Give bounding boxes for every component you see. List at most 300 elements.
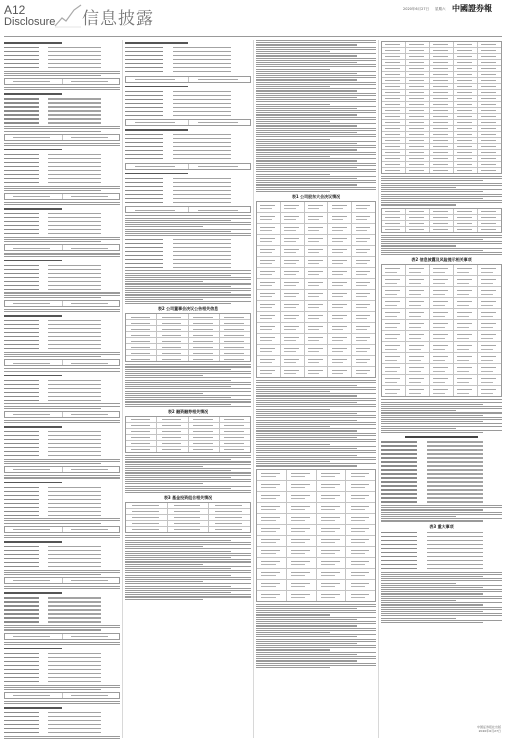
data-table — [381, 208, 502, 233]
table-cell — [157, 441, 188, 446]
table-cell — [454, 287, 478, 297]
text-line — [125, 290, 251, 291]
column-divider — [378, 40, 379, 738]
text-line — [256, 450, 376, 451]
field-label — [125, 267, 163, 268]
text-line — [256, 628, 376, 629]
text-line — [125, 555, 251, 556]
section-heading — [125, 129, 188, 131]
text-line — [4, 204, 120, 205]
page-number: A12 — [4, 3, 26, 17]
text-line — [256, 112, 376, 113]
text-line — [381, 421, 483, 422]
table-cell — [430, 309, 454, 319]
text-line — [256, 654, 357, 655]
text-line — [256, 389, 376, 390]
field-value — [427, 544, 483, 545]
field-value — [48, 562, 101, 563]
table-cell — [157, 350, 188, 355]
field-value — [48, 605, 101, 606]
field-value — [48, 59, 101, 60]
text-line — [125, 464, 251, 465]
table-row — [382, 298, 501, 309]
field-label — [4, 732, 39, 733]
table-cell — [328, 323, 352, 333]
field-value — [48, 621, 101, 622]
field-value — [48, 233, 101, 234]
table-cell — [63, 412, 120, 417]
text-line — [256, 619, 357, 620]
text-line — [256, 617, 376, 618]
text-line — [4, 126, 120, 127]
table-cell — [317, 525, 347, 535]
field-value — [173, 154, 231, 155]
table-cell — [454, 48, 478, 53]
table-cell — [406, 108, 430, 113]
text-line — [125, 406, 251, 407]
text-line — [4, 237, 120, 238]
field-label — [4, 724, 39, 725]
table-cell — [305, 224, 329, 234]
field-value — [173, 91, 231, 92]
text-line — [256, 437, 357, 438]
table-cell — [406, 120, 430, 125]
table-cell — [346, 481, 375, 491]
text-line — [4, 131, 101, 132]
field-label — [4, 435, 39, 436]
field-label — [125, 182, 163, 183]
table-cell — [287, 580, 317, 590]
text-line — [381, 417, 502, 418]
table-cell — [478, 221, 501, 226]
table-cell — [382, 144, 406, 149]
table-cell — [209, 515, 250, 520]
field-label — [4, 102, 39, 103]
table-row — [257, 367, 375, 377]
field-value — [48, 217, 101, 218]
text-line — [4, 701, 120, 702]
text-line — [256, 66, 376, 67]
table-cell — [168, 503, 210, 508]
field-label — [4, 320, 39, 321]
table-cell — [454, 126, 478, 131]
text-line — [256, 119, 376, 120]
field-value — [173, 158, 231, 159]
table-cell — [454, 298, 478, 308]
field-value — [48, 47, 101, 48]
text-line — [256, 136, 376, 137]
table-cell — [406, 54, 430, 59]
text-line — [125, 303, 231, 304]
section-heading — [125, 86, 188, 88]
table-cell — [406, 78, 430, 83]
table-cell — [406, 60, 430, 65]
text-line — [4, 73, 120, 74]
table-cell — [287, 547, 317, 557]
table-row — [257, 224, 375, 235]
text-line — [256, 400, 376, 401]
text-line — [256, 125, 357, 126]
field-value — [173, 67, 231, 68]
text-line — [256, 459, 376, 460]
table-cell — [406, 162, 430, 167]
text-line — [256, 93, 376, 94]
text-line — [256, 108, 357, 109]
field-label — [381, 536, 417, 537]
text-line — [256, 42, 376, 43]
field-row — [125, 157, 251, 161]
text-line — [125, 297, 251, 298]
text-line — [256, 387, 376, 388]
text-line — [4, 295, 120, 296]
text-line — [125, 279, 251, 280]
table-cell — [189, 344, 220, 349]
data-table — [125, 76, 251, 83]
text-line — [256, 667, 330, 668]
table-cell — [328, 301, 352, 311]
text-line — [256, 64, 376, 65]
text-line — [125, 472, 251, 473]
table-cell — [406, 298, 430, 308]
field-value — [48, 166, 101, 167]
text-line — [256, 647, 376, 648]
data-table — [125, 119, 251, 126]
field-value — [48, 221, 101, 222]
table-cell — [406, 221, 430, 226]
table-cell — [406, 209, 430, 214]
field-value — [48, 344, 101, 345]
table-cell — [220, 344, 250, 349]
field-label — [4, 158, 39, 159]
table-cell — [189, 338, 220, 343]
field-value — [48, 229, 101, 230]
text-line — [381, 507, 502, 508]
table-cell — [305, 279, 329, 289]
text-line — [125, 596, 251, 597]
text-line — [125, 588, 251, 589]
field-value — [173, 259, 231, 260]
text-line — [125, 546, 203, 547]
text-line — [125, 590, 251, 591]
text-line — [125, 540, 231, 541]
table-cell — [328, 213, 352, 223]
table-row — [126, 164, 250, 169]
field-value — [427, 481, 483, 482]
text-line — [125, 224, 251, 225]
field-label — [381, 493, 417, 494]
table-cell — [168, 527, 210, 532]
text-line — [125, 277, 251, 278]
field-value — [427, 532, 483, 533]
field-label — [381, 564, 417, 565]
text-line — [381, 583, 456, 584]
field-value — [48, 515, 101, 516]
text-line — [381, 399, 502, 400]
text-line — [125, 459, 231, 460]
text-line — [256, 132, 357, 133]
field-value — [48, 51, 101, 52]
text-line — [125, 292, 231, 293]
field-label — [4, 657, 39, 658]
field-value — [427, 441, 483, 442]
table-cell — [478, 42, 501, 47]
field-row — [4, 287, 120, 291]
table-cell — [220, 435, 250, 440]
table-cell — [352, 290, 375, 300]
table-cell — [430, 54, 454, 59]
table-cell — [220, 314, 250, 319]
column-1 — [4, 39, 120, 739]
table-cell — [430, 132, 454, 137]
table-cell — [406, 168, 430, 173]
text-line — [256, 189, 376, 190]
table-cell — [454, 209, 478, 214]
table-cell — [189, 417, 220, 422]
table-cell — [257, 312, 281, 322]
field-label — [381, 501, 417, 502]
field-value — [48, 677, 101, 678]
field-value — [427, 497, 483, 498]
field-value — [173, 243, 231, 244]
field-label — [4, 653, 39, 654]
field-label — [4, 178, 39, 179]
table-cell — [382, 156, 406, 161]
field-value — [48, 281, 101, 282]
table-cell — [454, 90, 478, 95]
field-label — [4, 605, 39, 606]
table-cell — [257, 367, 281, 377]
text-line — [381, 415, 483, 416]
text-line — [4, 537, 120, 538]
text-line — [4, 463, 101, 464]
field-value — [48, 617, 101, 618]
table-cell — [430, 209, 454, 214]
table-cell — [281, 323, 305, 333]
table-cell — [5, 245, 63, 250]
table-cell — [430, 215, 454, 220]
table-row — [257, 580, 375, 591]
field-label — [4, 110, 39, 111]
field-label — [125, 158, 163, 159]
table-cell — [454, 102, 478, 107]
field-label — [4, 51, 39, 52]
table-cell — [126, 509, 168, 514]
field-label — [125, 243, 163, 244]
text-line — [381, 185, 502, 186]
text-line — [125, 466, 203, 467]
field-label — [4, 566, 39, 567]
table-cell — [63, 194, 120, 199]
text-line — [381, 512, 502, 513]
table-cell — [305, 235, 329, 245]
table-cell — [126, 417, 157, 422]
table-cell — [430, 287, 454, 297]
table-cell — [257, 301, 281, 311]
text-line — [381, 578, 502, 579]
table-cell — [430, 120, 454, 125]
table-row — [257, 290, 375, 301]
table-row — [5, 301, 119, 306]
text-line — [4, 145, 120, 146]
table-row — [5, 360, 119, 365]
table-row — [382, 287, 501, 298]
table-cell — [478, 72, 501, 77]
table-cell — [430, 364, 454, 374]
table-cell — [63, 527, 120, 532]
table-cell — [189, 441, 220, 446]
text-line — [256, 656, 376, 657]
data-table — [125, 416, 251, 453]
field-value — [48, 669, 101, 670]
table-cell — [430, 331, 454, 341]
field-label — [4, 59, 39, 60]
table-cell — [157, 423, 188, 428]
field-label — [4, 122, 39, 123]
text-line — [125, 559, 251, 560]
text-line — [256, 143, 357, 144]
table-cell — [382, 102, 406, 107]
text-line — [256, 156, 330, 157]
table-cell — [157, 417, 188, 422]
table-cell — [430, 96, 454, 101]
table-cell — [63, 135, 120, 140]
table-cell — [189, 429, 220, 434]
table-row — [257, 503, 375, 514]
table-cell — [352, 257, 375, 267]
table-cell — [5, 412, 63, 417]
field-label — [4, 348, 39, 349]
table-cell — [430, 353, 454, 363]
field-label — [381, 441, 417, 442]
text-line — [4, 75, 101, 76]
table-cell — [63, 360, 120, 365]
table-cell — [382, 168, 406, 173]
table-cell — [220, 417, 250, 422]
table-cell — [281, 345, 305, 355]
table-cell — [189, 326, 220, 331]
text-line — [256, 139, 330, 140]
text-line — [4, 523, 101, 524]
table-cell — [382, 309, 406, 319]
text-line — [256, 53, 376, 54]
text-line — [381, 611, 483, 612]
text-line — [125, 570, 251, 571]
table-cell — [317, 503, 347, 513]
text-line — [4, 520, 120, 521]
table-cell — [63, 634, 120, 639]
field-label — [4, 511, 39, 512]
column-2 — [125, 39, 251, 739]
table-cell — [430, 60, 454, 65]
table-cell — [328, 246, 352, 256]
table-cell — [454, 42, 478, 47]
table-row — [5, 467, 119, 472]
text-line — [4, 128, 120, 129]
column-divider — [253, 40, 254, 738]
table-cell — [5, 634, 63, 639]
table-title: 表2 公司董事会决议公告相关信息 — [157, 306, 219, 312]
field-value — [427, 540, 483, 541]
field-value — [48, 277, 101, 278]
table-row — [257, 558, 375, 569]
field-value — [173, 190, 231, 191]
text-line — [4, 588, 120, 589]
table-cell — [478, 162, 501, 167]
text-line — [381, 187, 456, 188]
table-cell — [305, 202, 329, 212]
text-line — [4, 356, 101, 357]
table-cell — [352, 268, 375, 278]
text-line — [256, 51, 330, 52]
section-heading — [125, 42, 188, 44]
field-label — [4, 233, 39, 234]
text-line — [256, 191, 330, 192]
text-line — [256, 117, 376, 118]
field-row — [125, 70, 251, 74]
table-cell — [406, 156, 430, 161]
table-cell — [328, 345, 352, 355]
table-cell — [478, 320, 501, 330]
text-line — [125, 218, 251, 219]
field-value — [173, 134, 231, 135]
field-label — [4, 225, 39, 226]
field-value — [48, 487, 101, 488]
table-cell — [454, 132, 478, 137]
table-row — [5, 527, 119, 532]
field-label — [4, 285, 39, 286]
table-cell — [328, 334, 352, 344]
text-line — [125, 391, 251, 392]
table-cell — [430, 144, 454, 149]
text-line — [125, 377, 251, 378]
field-value — [48, 225, 101, 226]
table-cell — [328, 367, 352, 377]
field-value — [427, 501, 483, 502]
text-line — [256, 632, 330, 633]
text-line — [256, 422, 376, 423]
field-value — [173, 55, 231, 56]
text-line — [256, 163, 376, 164]
field-label — [4, 328, 39, 329]
field-label — [4, 487, 39, 488]
field-label — [125, 202, 163, 203]
field-label — [4, 546, 39, 547]
data-table — [4, 359, 120, 366]
table-cell — [220, 320, 250, 325]
section-heading — [4, 260, 62, 262]
table-row — [257, 356, 375, 367]
field-value — [48, 114, 101, 115]
text-line — [381, 620, 502, 621]
field-label — [381, 552, 417, 553]
field-label — [4, 182, 39, 183]
field-value — [48, 447, 101, 448]
field-value — [48, 182, 101, 183]
field-row — [4, 347, 120, 351]
table-cell — [305, 301, 329, 311]
text-line — [381, 419, 502, 420]
table-cell — [220, 447, 250, 452]
table-row — [5, 194, 119, 199]
field-label — [4, 495, 39, 496]
text-line — [4, 685, 120, 686]
table-cell — [430, 84, 454, 89]
table-cell — [406, 320, 430, 330]
field-label — [4, 162, 39, 163]
table-cell — [430, 276, 454, 286]
text-line — [125, 294, 251, 295]
field-label — [4, 601, 39, 602]
